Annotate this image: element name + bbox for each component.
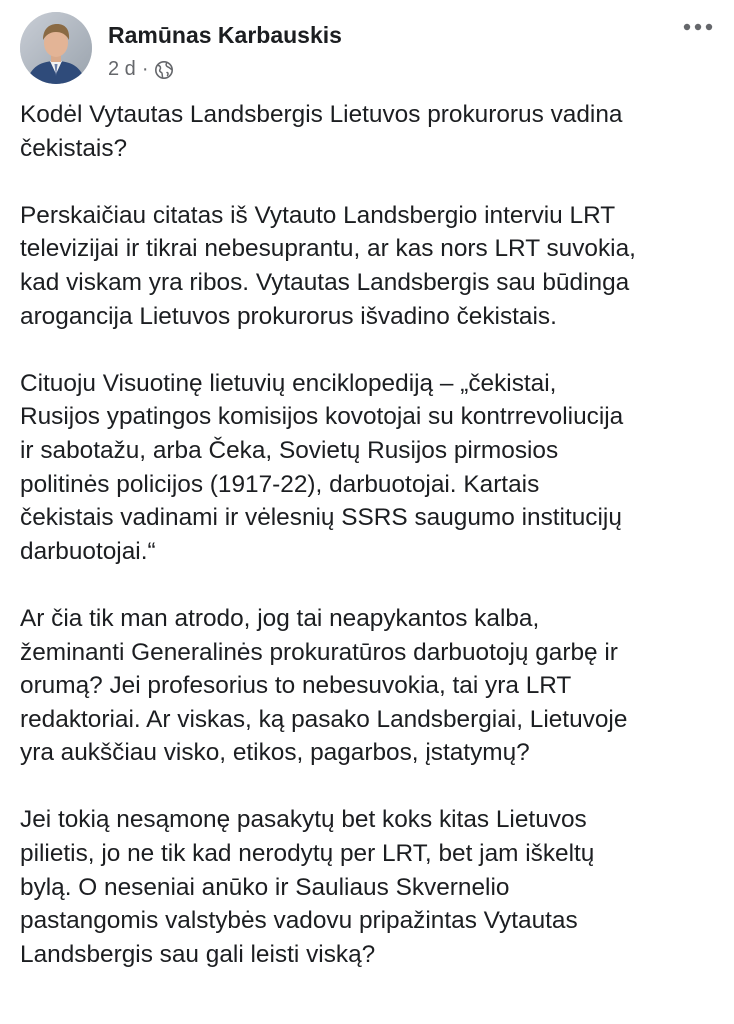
avatar[interactable] bbox=[20, 12, 92, 84]
post-paragraph bbox=[20, 367, 716, 569]
post-text-line: Landsbergis sau gali leisti viską? bbox=[20, 940, 376, 968]
post-text bbox=[20, 98, 716, 1005]
post-paragraph bbox=[20, 98, 716, 165]
post-text-line: žeminanti Generalinės prokuratūros darbuotojų garbę ir bbox=[20, 638, 618, 666]
post-text-line: Rusijos ypatingos komisijos kovotojai su kontrrevoliucija bbox=[20, 403, 624, 431]
post-text-line: čekistais? bbox=[20, 134, 128, 162]
post-paragraph bbox=[20, 803, 716, 971]
post-text-line: Ar čia tik man atrodo, jog tai neapykantos kalba, bbox=[20, 604, 540, 632]
post-paragraph bbox=[20, 602, 716, 770]
post-text-line: darbuotojai.“ bbox=[20, 537, 156, 565]
post-text-line: Kodėl Vytautas Landsbergis Lietuvos prokurorus vadina bbox=[20, 101, 623, 128]
post-paragraph bbox=[20, 199, 716, 333]
post-text-line: yra aukščiau visko, etikos, pagarbos, įstatymų? bbox=[20, 739, 530, 767]
globe-icon bbox=[154, 60, 174, 80]
post-text-line: Perskaičiau citatas iš Vytauto Landsbergio interviu LRT bbox=[20, 201, 616, 229]
author-name[interactable]: Ramūnas Karbauskis bbox=[108, 22, 342, 48]
post-text-line: pastangomis valstybės vadovu pripažintas Vytautas bbox=[20, 907, 578, 935]
post-text-line: orumą? Jei profesorius to nebesuvokia, tai yra LRT bbox=[20, 672, 572, 700]
post-text-line: pilietis, jo ne tik kad nerodytų per LRT, bet jam iškeltų bbox=[20, 840, 595, 868]
post-text-line: Jei tokią nesąmonę pasakytų bet koks kitas Lietuvos bbox=[20, 806, 587, 834]
more-options-button[interactable] bbox=[678, 12, 718, 42]
avatar-photo bbox=[20, 12, 92, 84]
post-text-line: bylą. O neseniai anūko ir Sauliaus Skvernelio bbox=[20, 873, 510, 901]
post-text-line: televizijai ir tikrai nebesuprantu, ar kas nors LRT suvokia, bbox=[20, 235, 636, 263]
post-text-line: ir sabotažu, arba Čeka, Sovietų Rusijos pirmosios bbox=[20, 436, 559, 464]
post-text-line: arogancija Lietuvos prokurorus išvadino čekistais. bbox=[20, 302, 557, 330]
post-time[interactable]: 2 d bbox=[108, 58, 136, 80]
more-dots-icon bbox=[683, 23, 713, 31]
post-text-line: Cituoju Visuotinę lietuvių enciklopediją – „čekistai, bbox=[20, 369, 557, 397]
post-header bbox=[20, 12, 720, 88]
post-text-line: kad viskam yra ribos. Vytautas Landsbergis sau būdinga bbox=[20, 268, 630, 296]
post-text-line: čekistais vadinami ir vėlesnių SSRS saugumo institucijų bbox=[20, 504, 622, 532]
post-meta bbox=[108, 58, 174, 81]
post-text-line: redaktoriai. Ar viskas, ką pasako Landsbergiai, Lietuvoje bbox=[20, 705, 628, 733]
post-text-line: politinės policijos (1917-22), darbuotojai. Kartais bbox=[20, 470, 540, 498]
meta-separator: · bbox=[141, 58, 149, 80]
